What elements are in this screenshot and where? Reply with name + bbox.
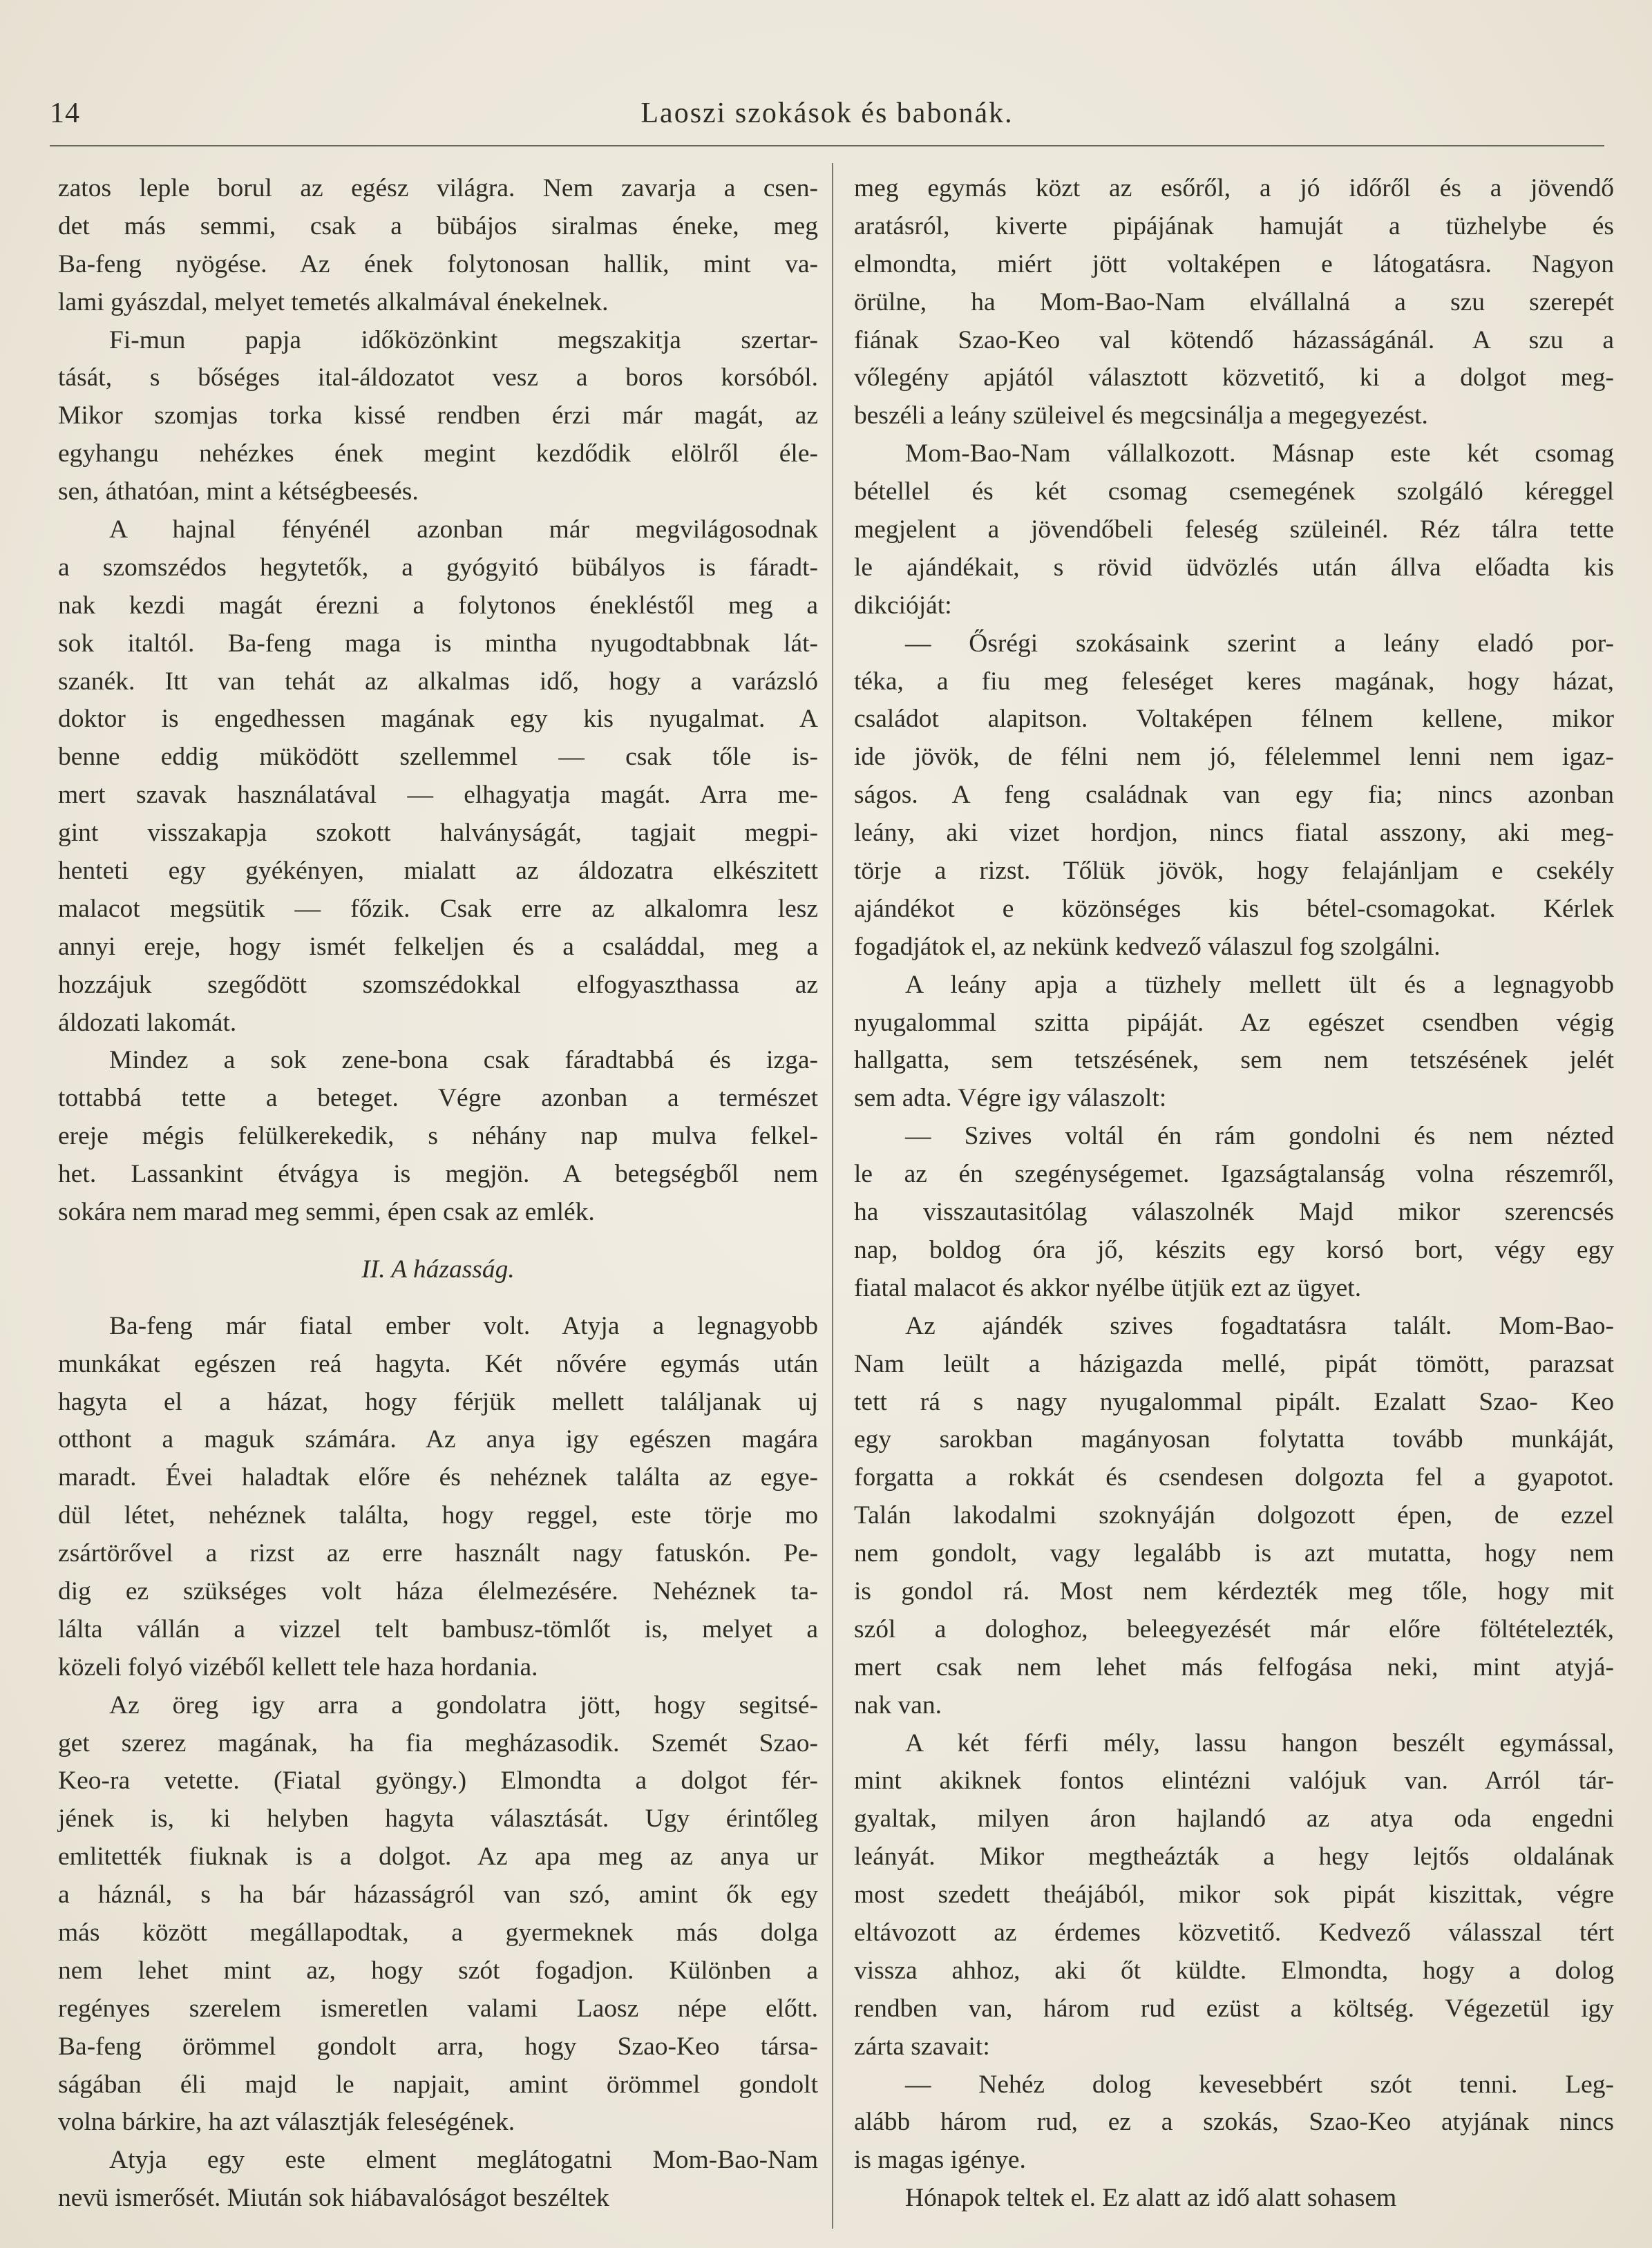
text-line: nem gondolt, vagy legalább is azt mutatta, hogy nem [854, 1539, 1614, 1568]
text-line: vőlegény apjától választott közvetitő, ki a dolgot meg- [854, 363, 1614, 392]
text-line: ságában éli majd le napjait, amint örömmel gondolt [58, 2070, 818, 2099]
text-line: le ajándékait, s rövid üdvözlés után állva előadta kis [854, 553, 1614, 582]
text-line: sem adta. Végre igy válaszolt: [854, 1084, 1167, 1113]
text-line: közeli folyó vizéből kellett tele haza hordania. [58, 1652, 538, 1682]
text-line: het. Lassankint étvágya is megjön. A betegségből nem [58, 1160, 818, 1189]
text-line: hagyta el a házat, hogy férjük mellett találjanak uj [58, 1387, 818, 1416]
section-heading: II. A házasság. [361, 1255, 515, 1284]
text-line: nevü ismerősét. Miután sok hiábavalóságot beszéltek [58, 2184, 609, 2213]
text-line: nyugalommal szitta pipáját. Az egészet csendben végig [854, 1008, 1614, 1037]
paragraph [854, 2066, 1614, 2180]
paragraph [854, 1308, 1614, 1725]
text-line: Nam leült a házigazda mellé, pipát tömött, parazsat [854, 1349, 1614, 1378]
text-line: nem lehet mint az, hogy szót fogadjon. Különben a [58, 1956, 818, 1985]
text-line: A hajnal fényénél azonban már megvilágosodnak [109, 515, 818, 544]
header-rule [50, 145, 1604, 146]
text-line: le az én szegénységemet. Igazságtalanság volna részemről, [854, 1160, 1614, 1189]
text-line: mert csak nem lehet más felfogása neki, mint atyjá- [854, 1652, 1614, 1682]
text-line: nak kezdi magát érezni a folytonos énekléstől meg a [58, 591, 818, 620]
text-line: lálta vállán a vizzel telt bambusz-tömlőt is, melyet a [58, 1614, 818, 1644]
page-header [50, 94, 1604, 142]
text-line: leány, aki vizet hordjon, nincs fiatal asszony, aki meg- [854, 819, 1614, 848]
text-line: gint visszakapja szokott halványságát, tagjait megpi- [58, 819, 818, 848]
text-line: zárta szavait: [854, 2032, 990, 2061]
text-line: — Ősrégi szokásaink szerint a leány eladó por- [905, 629, 1614, 658]
text-line: dikcióját: [854, 591, 952, 620]
left-column-text [58, 170, 818, 1232]
text-line: munkákat egészen reá hagyta. Két nővére egymás után [58, 1349, 818, 1378]
text-line: más között megállapodtak, a gyermeknek más dolga [58, 1918, 818, 1947]
text-line: fiatal malacot és akkor nyélbe ütjük ezt az ügyet. [854, 1273, 1362, 1302]
text-line: is gondol rá. Most nem kérdezték meg tőle, hogy mit [854, 1577, 1614, 1606]
text-line: Atyja egy este elment meglátogatni Mom-Bao-Nam [109, 2146, 818, 2175]
text-line: malacot megsütik — főzik. Csak erre az alkalomra lesz [58, 894, 818, 923]
text-line: henteti egy gyékényen, mialatt az áldozatra elkészitett [58, 857, 818, 886]
text-line: — Nehéz dolog kevesebbért szót tenni. Leg- [905, 2070, 1614, 2099]
paragraph [58, 1687, 818, 2142]
text-line: tett rá s nagy nyugalommal pipált. Ezalatt Szao- Keo [854, 1387, 1614, 1416]
text-line: jének is, ki helyben hagyta választását. Ugy érintőleg [58, 1804, 818, 1833]
text-line: alább három rud, ez a szokás, Szao-Keo atyjának nincs [854, 2108, 1614, 2137]
text-line: egyhangu nehézkes ének megint kezdődik elölről éle- [58, 439, 818, 468]
text-line: törje a rizst. Tőlük jövök, hogy felajánljam e csekély [854, 857, 1614, 886]
text-line: szól a dologhoz, beleegyezését már előre föltételezték, [854, 1614, 1614, 1644]
text-line: nap, boldog óra jő, készits egy korsó bort, végy egy [854, 1235, 1614, 1264]
text-line: dig ez szükséges volt háza élelmezésére. Nehéznek ta- [58, 1577, 818, 1606]
text-line: zsártörővel a rizst az erre használt nagy fatuskón. Pe- [58, 1539, 818, 1568]
column-divider [832, 163, 833, 2229]
text-line: det más semmi, csak a bübájos siralmas éneke, meg [58, 211, 818, 240]
text-line: ereje mégis felülkerekedik, s néhány nap mulva felkel- [58, 1122, 818, 1151]
text-line: forgatta a rokkát és csendesen dolgozta fel a gyapotot. [854, 1463, 1614, 1492]
paragraph [58, 170, 818, 322]
right-column [854, 170, 1614, 2218]
text-line: a háznál, s ha bár házasságról van szó, amint ők egy [58, 1880, 818, 1909]
text-line: rendben van, három rud ezüst a költség. Végezetül igy [854, 1994, 1614, 2023]
text-line: hozzájuk szegődött szomszédokkal elfogyaszthassa az [58, 970, 818, 999]
text-line: ajándékot e közönséges kis bétel-csomagokat. Kérlek [854, 894, 1614, 923]
text-line: fiának Szao-Keo val kötendő házasságánál. A szu a [854, 325, 1614, 354]
text-line: Talán lakodalmi szoknyáján dolgozott épen, de ezzel [854, 1501, 1614, 1530]
text-line: gyaltak, milyen áron hajlandó az atya oda engedni [854, 1804, 1614, 1833]
text-line: maradt. Évei haladtak előre és nehéznek találta az egye- [58, 1463, 818, 1492]
text-line: Az öreg igy arra a gondolatra jött, hogy segitsé- [109, 1690, 818, 1720]
text-line: A két férfi mély, lassu hangon beszélt egymással, [905, 1728, 1614, 1758]
text-line: dül létet, nehéznek találta, hogy reggel, este törje mo [58, 1501, 818, 1530]
text-line: eltávozott az érdemes közvetitő. Kedvező válasszal tért [854, 1918, 1614, 1947]
paragraph [854, 2180, 1614, 2218]
right-column-text [854, 170, 1614, 2218]
text-line: fogadjátok el, az nekünk kedvező válaszul fog szolgálni. [854, 932, 1441, 961]
text-line: volna bárkire, ha azt választják feleségének. [58, 2108, 515, 2137]
text-line: téka, a fiu meg feleséget keres magának, hogy házat, [854, 667, 1614, 696]
text-line: tottabbá tette a beteget. Végre azonban a természet [58, 1084, 818, 1113]
text-line: ságos. A feng családnak van egy fia; nincs azonban [854, 781, 1614, 810]
paragraph [58, 1042, 818, 1231]
text-line: mint akiknek fontos elintézni valójuk van. Arról tár- [854, 1766, 1614, 1795]
text-line: szanék. Itt van tehát az alkalmas idő, hogy a varázsló [58, 667, 818, 696]
text-line: Ba-feng már fiatal ember volt. Atyja a legnagyobb [109, 1311, 818, 1340]
text-line: meg egymás közt az esőről, a jó időről és a jövendő [854, 174, 1614, 202]
text-line: megjelent a jövendőbeli feleség szüleinél. Réz tálra tette [854, 515, 1614, 544]
running-title: Laoszi szokások és babonák. [640, 97, 1014, 129]
text-line: Keo-ra vetette. (Fiatal gyöngy.) Elmondta a dolgot fér- [58, 1766, 818, 1795]
text-line: Az ajándék szives fogadtatásra talált. Mom-Bao- [905, 1311, 1614, 1340]
text-line: ide jövök, de félni nem jó, félelemmel lenni nem igaz- [854, 743, 1614, 772]
text-line: Mom-Bao-Nam vállalkozott. Másnap este két csomag [905, 439, 1614, 468]
text-line: nak van. [854, 1690, 942, 1720]
text-line: otthont a maguk számára. Az anya igy egészen magára [58, 1425, 818, 1454]
text-line: Ba-feng örömmel gondolt arra, hogy Szao-Keo társa- [58, 2032, 818, 2061]
text-line: — Szives voltál én rám gondolni és nem nézted [905, 1122, 1614, 1151]
left-column-text-continued [58, 1308, 818, 2218]
text-line: lami gyászdal, melyet temetés alkalmával énekelnek. [58, 287, 609, 316]
paragraph [854, 1118, 1614, 1307]
paragraph [58, 1308, 818, 1687]
text-line: mert szavak használatával — elhagyatja magát. Arra me- [58, 781, 818, 810]
text-line: sokára nem marad meg semmi, épen csak az emlék. [58, 1198, 595, 1227]
text-line: is magas igénye. [854, 2146, 1026, 2175]
text-line: Mindez a sok zene-bona csak fáradtabbá és izga- [109, 1046, 818, 1075]
text-line: egy sarokban magányosan folytatta tovább munkáját, [854, 1425, 1614, 1454]
text-line: Mikor szomjas torka kissé rendben érzi már magát, az [58, 401, 818, 430]
paragraph [58, 322, 818, 511]
text-line: sen, áthatóan, mint a kétségbeesés. [58, 477, 419, 506]
text-line: sok italtól. Ba-feng maga is mintha nyugodtabbnak lát- [58, 629, 818, 658]
paragraph [854, 435, 1614, 625]
paragraph [854, 625, 1614, 966]
text-line: zatos leple borul az egész világra. Nem zavarja a csen- [58, 174, 818, 202]
text-line: benne eddig müködött szellemmel — csak tőle is- [58, 743, 818, 772]
paragraph [58, 511, 818, 1042]
text-line: emlitették fiuknak is a dolgot. Az apa meg az anya ur [58, 1842, 818, 1871]
text-line: regényes szerelem ismeretlen valami Laosz népe előtt. [58, 1994, 818, 2023]
text-line: a szomszédos hegytetők, a gyógyitó bübályos is fáradt- [58, 553, 818, 582]
text-line: bétellel és két csomag csemegének szolgáló kéreggel [854, 477, 1614, 506]
text-line: tását, s bőséges ital-áldozatot vesz a boros korsóból. [58, 363, 818, 392]
text-line: get szerez magának, ha fia megházasodik. Szemét Szao- [58, 1728, 818, 1758]
paragraph [58, 2142, 818, 2218]
text-line: áldozati lakomát. [58, 1008, 237, 1037]
text-line: elmondta, miért jött voltaképen e látogatásra. Nagyon [854, 249, 1614, 278]
text-line: családot alapitson. Voltaképen félnem kellene, mikor [854, 705, 1614, 734]
text-line: Fi-mun papja időközönkint megszakitja szertar- [109, 325, 818, 354]
page-number: 14 [50, 97, 80, 129]
text-line: örülne, ha Mom-Bao-Nam elvállalná a szu szerepét [854, 287, 1614, 316]
text-line: vissza ahhoz, aki őt küldte. Elmondta, hogy a dolog [854, 1956, 1614, 1985]
text-line: beszéli a leány szüleivel és megcsinálja a megegyezést. [854, 401, 1428, 430]
paragraph [854, 966, 1614, 1118]
text-line: leányát. Mikor megtheázták a hegy lejtős oldalának [854, 1842, 1614, 1871]
left-column [58, 170, 818, 2218]
text-line: Ba-feng nyögése. Az ének folytonosan hallik, mint va- [58, 249, 818, 278]
paragraph [854, 1725, 1614, 2066]
text-line: Hónapok teltek el. Ez alatt az idő alatt sohasem [905, 2184, 1397, 2213]
text-line: aratásról, kiverte pipájának hamuját a tüzhelybe és [854, 211, 1614, 240]
text-line: most szedett theájából, mikor sok pipát kiszittak, végre [854, 1880, 1614, 1909]
text-line: hallgatta, sem tetszésének, sem nem tetszésének jelét [854, 1046, 1614, 1075]
paragraph [854, 170, 1614, 435]
text-line: A leány apja a tüzhely mellett ült és a legnagyobb [905, 970, 1614, 999]
text-line: doktor is engedhessen magának egy kis nyugalmat. A [58, 705, 818, 734]
text-line: annyi ereje, hogy ismét felkeljen és a családdal, meg a [58, 932, 818, 961]
text-line: ha visszautasitólag válaszolnék Majd mikor szerencsés [854, 1198, 1614, 1227]
